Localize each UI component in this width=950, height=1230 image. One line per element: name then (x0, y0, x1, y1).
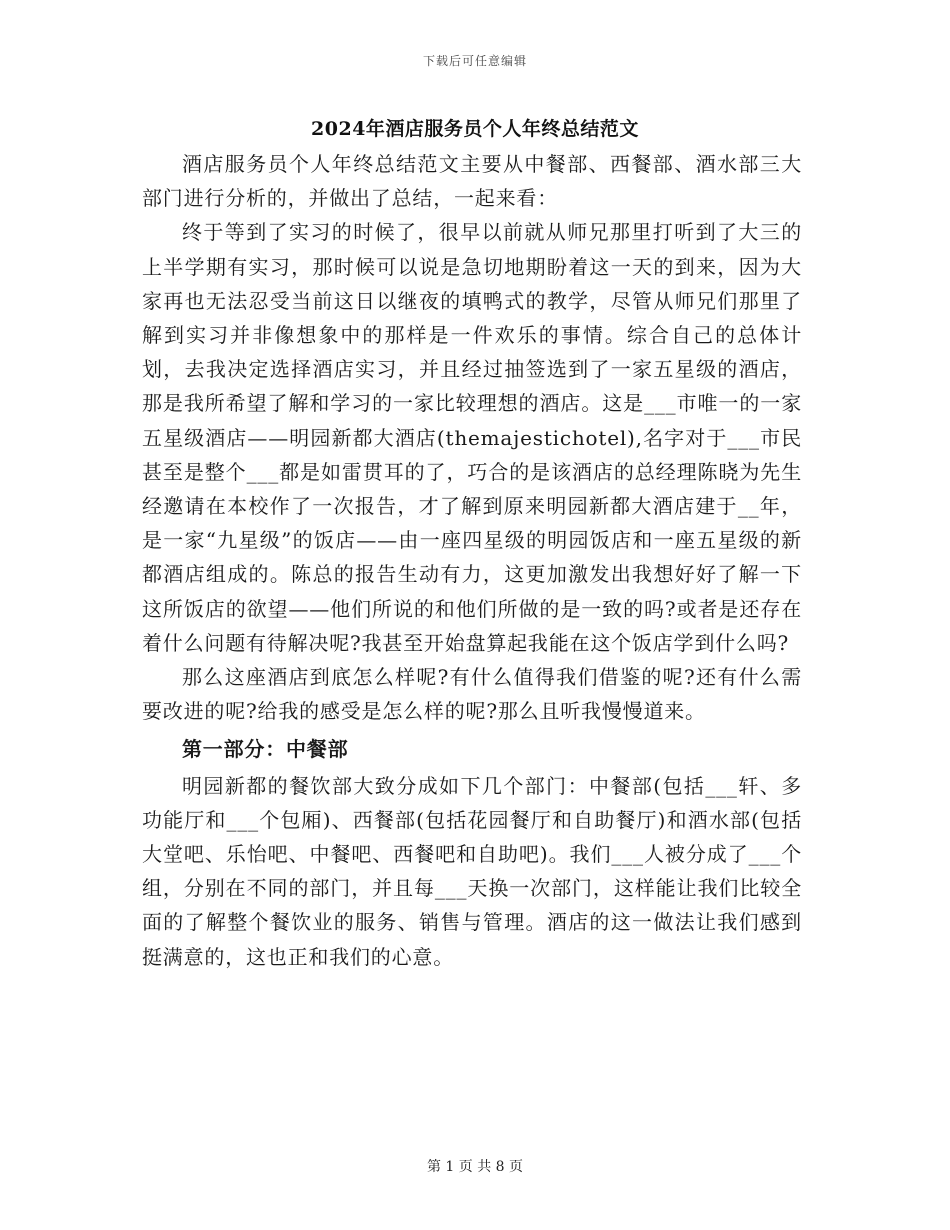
intro-paragraph: 酒店服务员个人年终总结范文主要从中餐部、西餐部、酒水部三大部门进行分析的，并做出了总结，一起来看： (142, 152, 802, 211)
section-heading: 第一部分：中餐部 (182, 737, 349, 762)
section-paragraph: 明园新都的餐饮部大致分成如下几个部门：中餐部(包括___轩、多功能厅和___个包厢)、西餐部(包括花园餐厅和自助餐厅)和酒水部(包括大堂吧、乐怡吧、中餐吧、西餐吧和自助吧)。我们___人被分成了___个组，分别在不同的部门，并且每___天换一次部门，这样能让我们比较全面的了解整个餐饮业的服务、销售与管理。酒店的这一做法让我们感到挺满意的，这也正和我们的心意。 (142, 773, 802, 969)
header-note: 下载后可任意编辑 (422, 54, 527, 68)
body-paragraph: 那么这座酒店到底怎么样呢?有什么值得我们借鉴的呢?还有什么需要改进的呢?给我的感受是怎么样的呢?那么且听我慢慢道来。 (142, 665, 802, 724)
document-body (142, 147, 802, 974)
body-paragraph: 终于等到了实习的时候了，很早以前就从师兄那里打听到了大三的上半学期有实习，那时候可以说是急切地期盼着这一天的到来，因为大家再也无法忍受当前这日以继夜的填鸭式的教学，尽管从师兄们那里了解到实习并非像想象中的那样是一件欢乐的事情。综合自己的总体计划，去我决定选择酒店实习，并且经过抽签选到了一家五星级的酒店，那是我所希望了解和学习的一家比较理想的酒店。这是___市唯一的一家五星级酒店——明园新都大酒店(themajestichotel),名字对于___市民甚至是整个___都是如雷贯耳的了，巧合的是该酒店的总经理陈晓为先生经邀请在本校作了一次报告，才了解到原来明园新都大酒店建于__年，是一家“九星级”的饭店——由一座四星级的明园饭店和一座五星级的新都酒店组成的。陈总的报告生动有力，这更加激发出我想好好了解一下这所饭店的欲望——他们所说的和他们所做的是一致的吗?或者是还存在着什么问题有待解决呢?我甚至开始盘算起我能在这个饭店学到什么吗? (142, 220, 802, 655)
document-title: 2024年酒店服务员个人年终总结范文 (311, 118, 639, 140)
page-footer: 第 1 页 共 8 页 (426, 1159, 524, 1175)
